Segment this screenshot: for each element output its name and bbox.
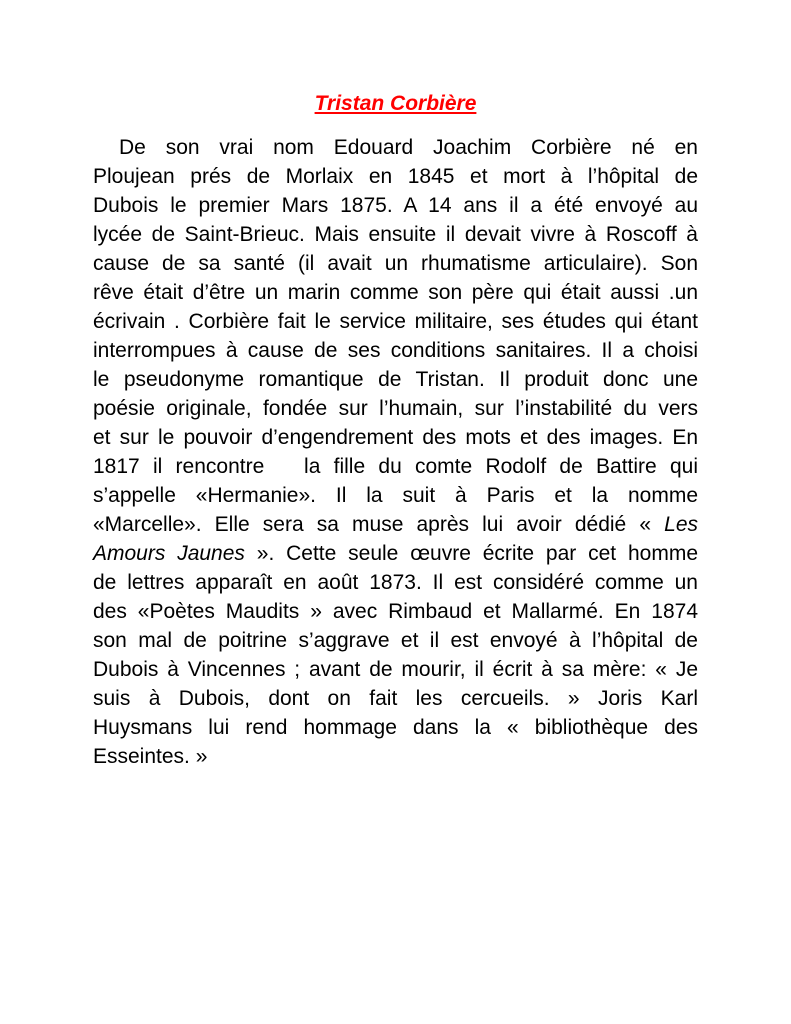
document-paragraph [93, 133, 698, 771]
paragraph-line: le pseudonyme romantique de Tristan. Il produit donc une [93, 368, 698, 391]
paragraph-line: Dubois à Vincennes ; avant de mourir, il écrit à sa mère: « Je [93, 658, 698, 681]
paragraph-line-text: De son vrai nom Edouard Joachim Corbière né en [119, 136, 698, 159]
document-title: Tristan Corbière [314, 92, 477, 115]
paragraph-line: lycée de Saint-Brieuc. Mais ensuite il devait vivre à Roscoff à [93, 223, 698, 246]
paragraph-line: suis à Dubois, dont on fait les cercueils. » Joris Karl [93, 687, 698, 710]
italic-text: Les [664, 513, 698, 536]
paragraph-line: écrivain . Corbière fait le service militaire, ses études qui étant [93, 310, 698, 333]
paragraph-line [93, 510, 698, 539]
paragraph-line: et sur le pouvoir d’engendrement des mots et des images. En [93, 426, 698, 449]
paragraph-line: Esseintes. » [93, 745, 208, 768]
italic-work-title: Amours Jaunes [93, 542, 245, 565]
paragraph-line: de lettres apparaît en août 1873. Il est considéré comme un [93, 571, 698, 594]
paragraph-line: des «Poètes Maudits » avec Rimbaud et Mallarmé. En 1874 [93, 600, 698, 623]
paragraph-line-text: ». Cette seule œuvre écrite par cet homme [244, 542, 699, 565]
paragraph-line [93, 539, 698, 568]
paragraph-line [93, 452, 698, 481]
paragraph-line-text: 1817 il rencontre la fille du comte Rodolf de Battire qui [93, 455, 698, 478]
paragraph-line: son mal de poitrine s’aggrave et il est envoyé à l’hôpital de [93, 629, 698, 652]
paragraph-line: Ploujean prés de Morlaix en 1845 et mort à l’hôpital de [93, 165, 698, 188]
paragraph-line-text: «Marcelle». Elle sera sa muse après lui avoir dédié « [93, 513, 665, 536]
paragraph-line: cause de sa santé (il avait un rhumatisme articulaire). Son [93, 252, 698, 275]
paragraph-line: Huysmans lui rend hommage dans la « bibliothèque des [93, 716, 698, 739]
paragraph-line: rêve était d’être un marin comme son père qui était aussi .un [93, 281, 698, 304]
paragraph-line [93, 133, 698, 162]
paragraph-line: Dubois le premier Mars 1875. A 14 ans il a été envoyé au [93, 194, 698, 217]
paragraph-line: poésie originale, fondée sur l’humain, sur l’instabilité du vers [93, 397, 698, 420]
paragraph-line: s’appelle «Hermanie». Il la suit à Paris et la nomme [93, 484, 698, 507]
paragraph-line: interrompues à cause de ses conditions sanitaires. Il a choisi [93, 339, 698, 362]
